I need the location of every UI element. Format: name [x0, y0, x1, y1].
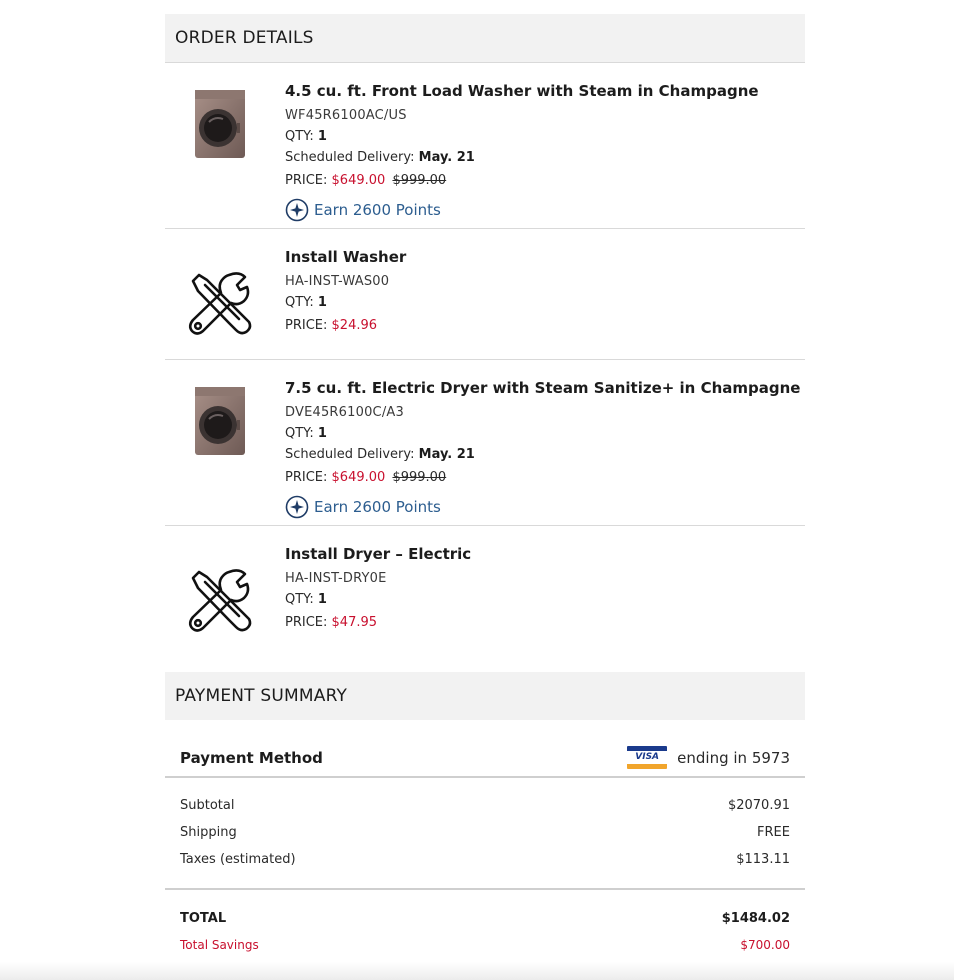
subtotal-value: $2070.91	[727, 798, 790, 813]
item-name[interactable]: 7.5 cu. ft. Electric Dryer with Steam Sanitize+ in Champagne	[285, 379, 801, 397]
install-dryer-info	[285, 545, 471, 630]
item-sku: WF45R6100AC/US	[285, 108, 407, 123]
delivery-value: May. 21	[418, 150, 475, 165]
points-text: Earn 2600 Points	[314, 498, 441, 516]
payment-method-divider	[165, 776, 805, 778]
qty-value: 1	[317, 592, 327, 607]
original-price: $999.00	[392, 173, 447, 188]
item-qty	[285, 295, 406, 310]
item-divider	[165, 228, 805, 229]
item-name[interactable]: Install Washer	[285, 248, 407, 266]
savings-value: $700.00	[740, 938, 790, 952]
delivery-label: Scheduled Delivery:	[285, 150, 415, 165]
payment-summary-header	[165, 672, 805, 720]
item-divider	[165, 359, 805, 360]
total-label: TOTAL	[180, 911, 227, 926]
savings-label: Total Savings	[180, 938, 259, 952]
payment-method-card	[627, 746, 790, 769]
payment-method-label: Payment Method	[180, 749, 323, 767]
card-ending: ending in 5973	[677, 748, 790, 767]
tools-icon	[185, 268, 255, 338]
delivery-label: Scheduled Delivery:	[285, 447, 415, 462]
install-washer-info	[285, 248, 406, 333]
payment-method-row	[165, 740, 805, 776]
item-sku: HA-INST-DRY0E	[285, 571, 387, 586]
subtotal-label: Subtotal	[180, 798, 235, 813]
item-qty	[285, 426, 800, 441]
earn-points[interactable]	[285, 495, 800, 519]
visa-card-icon	[627, 746, 667, 769]
qty-value: 1	[317, 129, 327, 144]
price-label: PRICE:	[285, 615, 328, 630]
order-item-install-dryer	[165, 543, 805, 655]
item-qty	[285, 592, 471, 607]
item-name[interactable]: 4.5 cu. ft. Front Load Washer with Steam in Champagne	[285, 82, 759, 100]
taxes-label: Taxes (estimated)	[180, 852, 296, 867]
order-details-header	[165, 14, 805, 62]
qty-value: 1	[317, 426, 327, 441]
qty-label: QTY:	[285, 592, 314, 607]
price-label: PRICE:	[285, 470, 328, 485]
item-price	[285, 615, 471, 630]
price-label: PRICE:	[285, 318, 328, 333]
item-price	[285, 318, 406, 333]
points-star-icon	[285, 495, 309, 519]
points-star-icon	[285, 198, 309, 222]
payment-summary-title: PAYMENT SUMMARY	[175, 686, 348, 706]
sale-price: $24.96	[331, 318, 378, 333]
dryer-image[interactable]	[193, 385, 247, 457]
price-label: PRICE:	[285, 173, 328, 188]
tools-icon	[185, 565, 255, 635]
qty-label: QTY:	[285, 426, 314, 441]
card-brand: VISA	[627, 751, 667, 764]
points-text: Earn 2600 Points	[314, 201, 441, 219]
item-delivery	[285, 447, 800, 462]
qty-label: QTY:	[285, 295, 314, 310]
sale-price: $649.00	[331, 470, 386, 485]
order-details-title: ORDER DETAILS	[175, 28, 314, 48]
item-divider	[165, 525, 805, 526]
washer-image[interactable]	[193, 88, 247, 160]
total-divider	[165, 888, 805, 890]
earn-points[interactable]	[285, 198, 759, 222]
qty-label: QTY:	[285, 129, 314, 144]
qty-value: 1	[317, 295, 327, 310]
item-price	[285, 173, 759, 188]
bottom-edge	[0, 962, 954, 980]
item-qty	[285, 129, 759, 144]
item-delivery	[285, 150, 759, 165]
dryer-info	[285, 379, 800, 519]
shipping-label: Shipping	[180, 825, 237, 840]
header-divider	[165, 62, 805, 63]
taxes-value: $113.11	[736, 852, 790, 867]
washer-info	[285, 82, 759, 222]
sale-price: $649.00	[331, 173, 386, 188]
delivery-value: May. 21	[418, 447, 475, 462]
item-price	[285, 470, 800, 485]
item-sku: HA-INST-WAS00	[285, 274, 390, 289]
order-item-washer	[165, 80, 805, 228]
item-name[interactable]: Install Dryer – Electric	[285, 545, 472, 563]
sale-price: $47.95	[331, 615, 378, 630]
shipping-value: FREE	[757, 825, 790, 840]
order-item-dryer	[165, 377, 805, 525]
original-price: $999.00	[392, 470, 447, 485]
item-sku: DVE45R6100C/A3	[285, 405, 404, 420]
order-item-install-washer	[165, 246, 805, 358]
total-value: $1484.02	[721, 911, 790, 926]
